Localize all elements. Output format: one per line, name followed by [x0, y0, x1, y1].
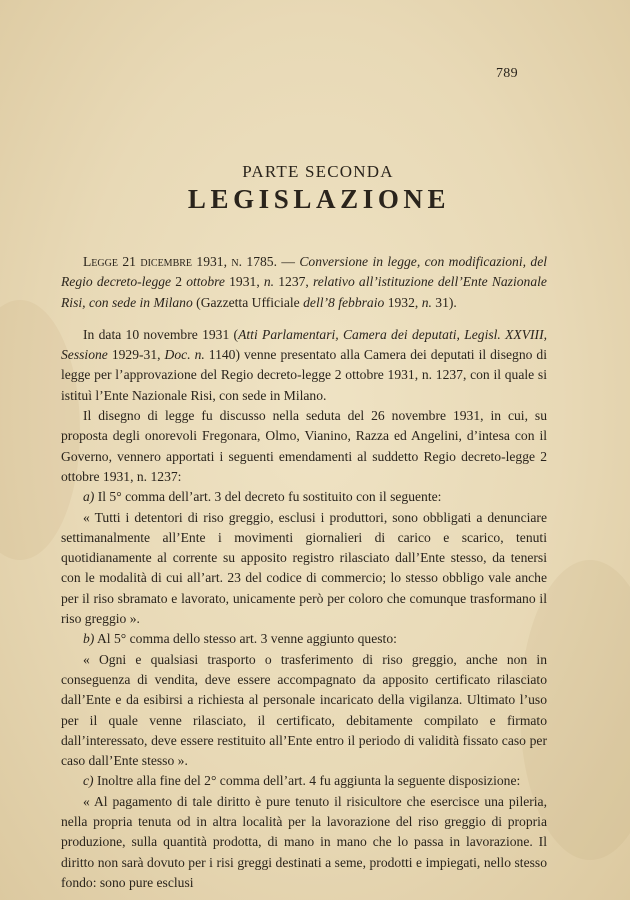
law-type: Legge	[83, 254, 118, 269]
text-run: 1140) venne presentato alla Camera dei deputati il disegno di legge per l’approvazione del Regio decreto-legge 2 ottobre 1931, n. 1237, con il quale si istituì l’Ente Nazionale Risi, con sede in Milano.	[61, 347, 547, 403]
gazette-num: 31).	[435, 294, 457, 310]
law-title-day: 2	[175, 274, 183, 290]
quoted-paragraph: « Al pagamento di tale diritto è pure tenuto il risicultore che esercisce una pileria, nella propria tenuta od in altra località per la lavorazione del riso greggio di propria produzione, sulla quantità prodotta, di mano in mano che lo passa in lavorazione. Il diritto non sarà dovuto per i risi greggi destinati a seme, prodotti e impiegati, nello stesso fondo: sono pure esclusi	[61, 793, 547, 890]
law-date-month: dicembre	[140, 254, 193, 269]
law-number-label: n.	[231, 254, 243, 269]
section-title: LEGISLAZIONE	[187, 184, 451, 214]
law-title-year: 1931,	[229, 274, 260, 290]
amendment-b	[61, 629, 547, 649]
text-run: Inoltre alla fine del 2° comma dell’art. 4 fu aggiunta la seguente disposizione:	[96, 773, 521, 789]
law-title-rest: relativo all’istituzione dell’Ente Nazionale Risi, con sede in Milano	[61, 274, 547, 310]
text-run: In data 10 novembre 1931 (	[83, 326, 239, 342]
gazette-n: n.	[421, 294, 432, 310]
law-heading	[61, 252, 547, 313]
law-title-month: ottobre	[186, 274, 225, 290]
gazette-ref: (Gazzetta Ufficiale	[196, 294, 300, 310]
law-date-day: 21	[122, 254, 136, 269]
law-title-num: 1237,	[278, 274, 309, 290]
paragraph	[61, 325, 547, 406]
text-run: Al 5° comma dello stesso art. 3 venne aggiunto questo:	[96, 631, 397, 647]
text-run: 1929-31,	[111, 347, 161, 363]
document-body	[61, 252, 547, 893]
amendment-a	[61, 487, 547, 507]
quoted-paragraph: « Ogni e qualsiasi trasporto o trasferimento di riso greggio, anche non in conseguenza di vendita, deve essere accompagnato da apposito certificato rilasciato dall’Ente e da esibirsi a richiesta al personale incaricato della vigilanza. Ultimato l’uso per il quale venne rilasciato, il certificato, debitamente compilato e firmato dall’interessato, deve essere restituito all’Ente entro il periodo di validità fissato caso per caso dall’Ente stesso ».	[61, 651, 547, 769]
text-run-italic: Doc. n.	[164, 347, 205, 363]
law-title: Conversione in legge, con modificazioni, del Regio decreto-legge	[61, 254, 548, 290]
amendment-label: c)	[83, 773, 94, 789]
quoted-paragraph: « Tutti i detentori di riso greggio, esclusi i produttori, sono obbligati a denunciare settimanalmente all’Ente i movimenti giornalieri di carico e scarico, tenuti quotidianamente al corrente su apposito registro rilasciato dall’Ente stesso, da tenersi con le modalità di cui all’art. 23 del codice di commercio; lo stesso obbligo vale anche per il riso sbramato e lavorato, unicamente però per coloro che comunque trasformano il riso greggio ».	[61, 509, 547, 627]
amendment-label: a)	[83, 489, 95, 505]
law-date-year: 1931,	[196, 254, 227, 269]
amendment-c	[61, 771, 547, 791]
gazette-year: 1932,	[387, 294, 419, 310]
amendment-label: b)	[83, 631, 95, 647]
text-run: Il 5° comma dell’art. 3 del decreto fu sostituito con il seguente:	[97, 489, 442, 505]
paragraph: Il disegno di legge fu discusso nella seduta del 26 novembre 1931, in cui, su proposta degli onorevoli Fregonara, Olmo, Vianino, Razza ed Angelini, d’intesa con il Governo, vennero apportati i seguenti emendamenti al suddetto Regio decreto-legge 2 ottobre 1931, n. 1237:	[61, 408, 547, 484]
page-number: 789	[496, 66, 518, 81]
law-title-n: n.	[263, 274, 275, 290]
text-run-italic: Atti Parlamentari, Camera dei deputati, Legisl. XXVIII, Sessione	[61, 326, 548, 363]
gazette-date: dell’8 febbraio	[303, 294, 385, 310]
law-number: 1785. —	[246, 254, 295, 269]
part-title: PARTE SECONDA	[242, 162, 394, 181]
